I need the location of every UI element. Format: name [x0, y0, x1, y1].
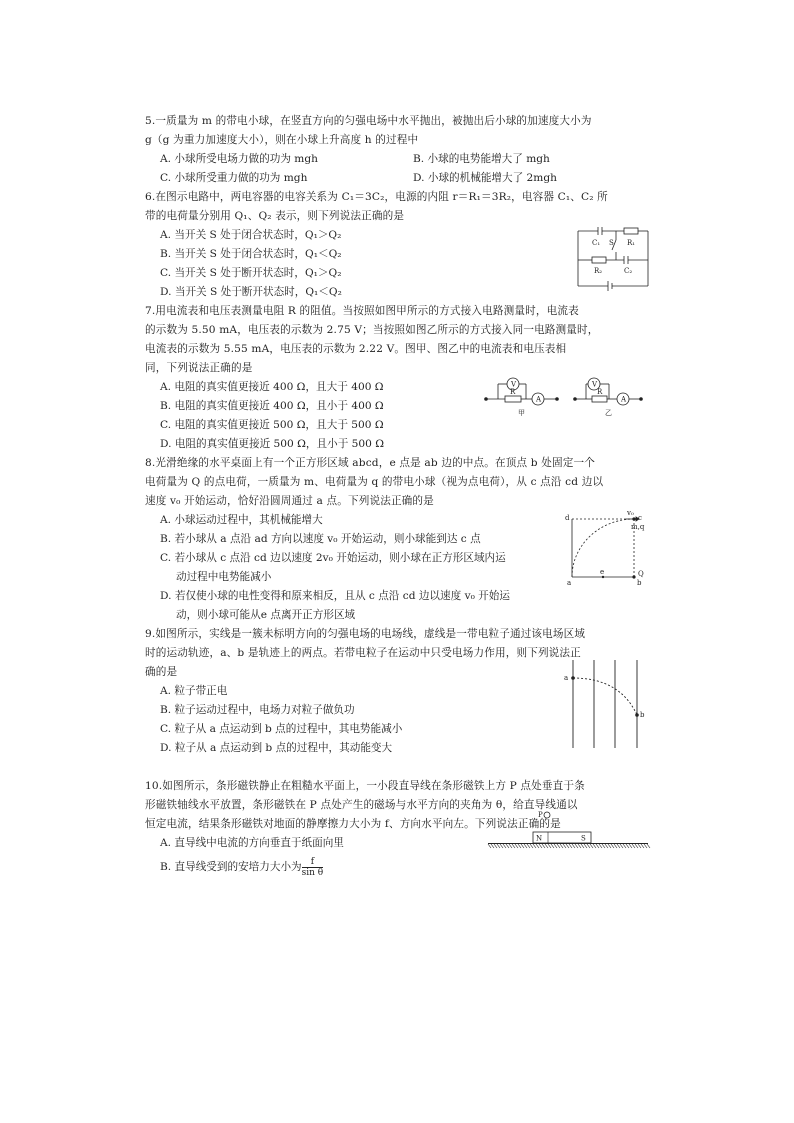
q9-stem-line-3: 确的是	[145, 666, 178, 678]
ground-hatch	[497, 844, 500, 848]
ground-hatch	[626, 844, 629, 848]
q7-label-a-yi: A	[621, 395, 627, 404]
ground-hatch	[620, 844, 623, 848]
q8-label-mq: m,q	[631, 523, 645, 531]
q9-option-a: A. 粒子带正电	[160, 685, 228, 697]
q7-label-v-yi: V	[592, 380, 598, 389]
ground-hatch	[527, 844, 530, 848]
ground-hatch	[551, 844, 554, 848]
q7-circuit-diagrams	[482, 377, 652, 421]
q7-option-a: A. 电阻的真实值更接近 400 Ω，且大于 400 Ω	[160, 381, 384, 393]
ground-hatch	[608, 844, 611, 848]
q10-option-b	[160, 856, 323, 878]
ground-hatch	[614, 844, 617, 848]
q8-label-v0: v₀	[627, 509, 634, 517]
q9-stem-line-2: 时的运动轨迹，a、b 是轨迹上的两点。若带电粒子在运动中只受电场力作用，则下列说法正	[145, 647, 581, 659]
q6-option-b: B. 当开关 S 处于闭合状态时，Q₁＜Q₂	[160, 248, 342, 260]
q5-option-a: A. 小球所受电场力做的功为 mgh	[160, 153, 318, 165]
q9-option-b: B. 粒子运动过程中，电场力对粒子做负功	[160, 704, 355, 716]
q6-label-c2: C₂	[624, 267, 633, 275]
ground-hatch	[632, 844, 635, 848]
ground-hatch	[581, 844, 584, 848]
q7-label-a-jia: A	[536, 395, 542, 404]
q8-label-c: c	[638, 514, 642, 522]
ground-hatch	[593, 844, 596, 848]
q7-label-jia: 甲	[518, 409, 525, 417]
ground-hatch	[548, 844, 551, 848]
q7-option-c: C. 电阻的真实值更接近 500 Ω，且大于 500 Ω	[160, 419, 384, 431]
ground-hatch	[560, 844, 563, 848]
ground-hatch	[602, 844, 605, 848]
ground-hatch	[644, 844, 647, 848]
q7-option-b: B. 电阻的真实值更接近 400 Ω，且小于 400 Ω	[160, 400, 384, 412]
ground-hatch	[506, 844, 509, 848]
ground-hatch	[617, 844, 620, 848]
q6-option-c: C. 当开关 S 处于断开状态时，Q₁＞Q₂	[160, 267, 342, 279]
q7-stem-line-4: 同，下列说法正确的是	[145, 362, 253, 374]
q7-label-v-jia: V	[511, 380, 517, 389]
ground-hatch	[557, 844, 560, 848]
q5-option-b: B. 小球的电势能增大了 mgh	[413, 153, 550, 165]
q5-option-d: D. 小球的机械能增大了 2mgh	[413, 172, 557, 184]
q8-option-d-line-1: D. 若仅使小球的电性变得和原来相反，且从 c 点沿 cd 边以速度 v₀ 开始运	[160, 590, 510, 602]
q10-magnet-diagram	[486, 808, 650, 850]
q10-option-a: A. 直导线中电流的方向垂直于纸面向里	[160, 837, 344, 849]
q5-stem-line-1: 5.一质量为 m 的带电小球，在竖直方向的匀强电场中水平抛出，被抛出后小球的加速度大小为	[145, 115, 592, 127]
ground-hatch	[638, 844, 641, 848]
q8-option-b: B. 若小球从 a 点沿 ad 方向以速度 v₀ 开始运动，则小球能到达 c 点	[160, 533, 481, 545]
ground-hatch	[524, 844, 527, 848]
q8-option-c-line-1: C. 若小球从 c 点沿 cd 边以速度 2v₀ 开始运动，则小球在正方形区域内运	[160, 552, 506, 564]
ground-hatch	[596, 844, 599, 848]
q9-option-c: C. 粒子从 a 点运动到 b 点的过程中，其电势能减小	[160, 723, 403, 735]
q8-option-c-line-2: 动过程中电势能减小	[176, 571, 272, 583]
q10-stem-line-1: 10.如图所示，条形磁铁静止在粗糙水平面上，一小段直导线在条形磁铁上方 P 点处垂直于条	[145, 780, 585, 792]
ground-hatch	[536, 844, 539, 848]
ground-hatch	[542, 844, 545, 848]
q10-fraction-denominator: sin θ	[301, 867, 324, 878]
q5-stem-line-2: g（g 为重力加速度大小），则在小球上升高度 h 的过程中	[145, 134, 419, 146]
ground-hatch	[494, 844, 497, 848]
ground-hatch	[587, 844, 590, 848]
q7-label-r-jia: R	[510, 388, 516, 396]
q6-label-r2: R₂	[594, 267, 603, 275]
q9-field-diagram	[560, 660, 652, 750]
ground-hatch	[575, 844, 578, 848]
q6-circuit-diagram	[572, 228, 652, 288]
q8-stem-line-1: 8.光滑绝缘的水平桌面上有一个正方形区域 abcd，e 点是 ab 边的中点。在顶点 b 处固定一个	[145, 457, 595, 469]
q8-label-e: e	[600, 568, 605, 576]
q10-label-p: P	[538, 811, 543, 819]
q7-stem-line-3: 电流表的示数为 5.55 mA，电压表的示数为 2.22 V。图甲、图乙中的电流表和电压表相	[145, 343, 567, 355]
q6-stem-line-2: 带的电荷量分别用 Q₁、Q₂ 表示，则下列说法正确的是	[145, 210, 405, 222]
ground-hatch	[590, 844, 593, 848]
ground-hatch	[515, 844, 518, 848]
q10-option-b-text: B. 直导线受到的安培力大小为	[160, 861, 302, 873]
ground-hatch	[491, 844, 494, 848]
q10-stem-line-2: 形磁铁轴线水平放置，条形磁铁在 P 点处产生的磁场与水平方向的夹角为 θ，给直导线通以	[145, 799, 578, 811]
ground-hatch	[641, 844, 644, 848]
ground-hatch	[518, 844, 521, 848]
q5-option-c: C. 小球所受重力做的功为 mgh	[160, 172, 308, 184]
q6-stem-line-1: 6.在图示电路中，两电容器的电容关系为 C₁＝3C₂，电源的内阻 r＝R₁＝3R₂，电容器 C₁、C₂ 所	[145, 191, 608, 203]
q9-option-d: D. 粒子从 a 点运动到 b 点的过程中，其动能变大	[160, 742, 393, 754]
q8-stem-line-3: 速度 v₀ 开始运动，恰好沿圆周通过 a 点。下列说法正确的是	[145, 495, 434, 507]
ground-hatch	[533, 844, 536, 848]
ground-hatch	[569, 844, 572, 848]
q10-fraction-numerator: f	[302, 857, 324, 868]
q9-stem-line-1: 9.如图所示，实线是一簇未标明方向的匀强电场的电场线，虚线是一带电粒子通过该电场区域	[145, 628, 586, 640]
ground-hatch	[509, 844, 512, 848]
q10-label-n: N	[536, 834, 543, 843]
ground-hatch	[599, 844, 602, 848]
q10-stem-line-3: 恒定电流，结果条形磁铁对地面的静摩擦力大小为 f、方向水平向左。下列说法正确的是	[145, 818, 561, 830]
q8-option-a: A. 小球运动过程中，其机械能增大	[160, 514, 323, 526]
q7-stem-line-2: 的示数为 5.50 mA，电压表的示数为 2.75 V；当按照如图乙所示的方式接入同一电路测量时，	[145, 324, 599, 336]
ground-hatch	[572, 844, 575, 848]
ground-hatch	[635, 844, 638, 848]
q8-stem-line-2: 电荷量为 Q 的点电荷，一质量为 m、电荷量为 q 的带电小球（视为点电荷），从 c 点沿 cd 边以	[145, 476, 604, 488]
q7-label-yi: 乙	[605, 409, 612, 417]
q8-label-a: a	[567, 579, 572, 587]
ground-hatch	[629, 844, 632, 848]
q8-label-d: d	[565, 514, 570, 522]
ground-hatch	[488, 844, 491, 848]
ground-hatch	[605, 844, 608, 848]
q8-label-Q: Q	[638, 570, 644, 578]
ground-hatch	[500, 844, 503, 848]
q7-option-d: D. 电阻的真实值更接近 500 Ω，且小于 500 Ω	[160, 438, 385, 450]
ground-hatch	[545, 844, 548, 848]
wire-cross-section-icon	[544, 812, 550, 818]
ground-hatch	[503, 844, 506, 848]
q6-option-a: A. 当开关 S 处于闭合状态时，Q₁＞Q₂	[160, 229, 342, 241]
q6-option-d: D. 当开关 S 处于断开状态时，Q₁＜Q₂	[160, 286, 342, 298]
ground-hatch	[512, 844, 515, 848]
ground-hatch	[611, 844, 614, 848]
ground-hatch	[521, 844, 524, 848]
q10-fraction	[302, 857, 324, 878]
q6-label-c1: C₁	[592, 239, 601, 247]
ground-hatch	[623, 844, 626, 848]
q10-label-s: S	[581, 834, 586, 843]
q8-square-diagram	[564, 511, 654, 587]
ground-hatch	[554, 844, 557, 848]
q6-label-s: S	[609, 239, 614, 247]
ground-hatch	[563, 844, 566, 848]
q7-label-r-yi: R	[597, 388, 603, 396]
q8-option-d-line-2: 动，则小球可能从e 点离开正方形区域	[176, 609, 356, 621]
q9-label-b: b	[640, 711, 645, 719]
ground-hatch	[578, 844, 581, 848]
ground-hatch	[647, 844, 650, 848]
q8-label-b: b	[637, 579, 642, 587]
ground-hatch	[566, 844, 569, 848]
ground-hatch	[530, 844, 533, 848]
q9-label-a: a	[564, 674, 569, 682]
ground-hatch	[539, 844, 542, 848]
ground-hatch	[584, 844, 587, 848]
q7-stem-line-1: 7.用电流表和电压表测量电阻 R 的阻值。当按照如图甲所示的方式接入电路测量时，电流表	[145, 305, 579, 317]
q6-label-r1: R₁	[627, 239, 636, 247]
